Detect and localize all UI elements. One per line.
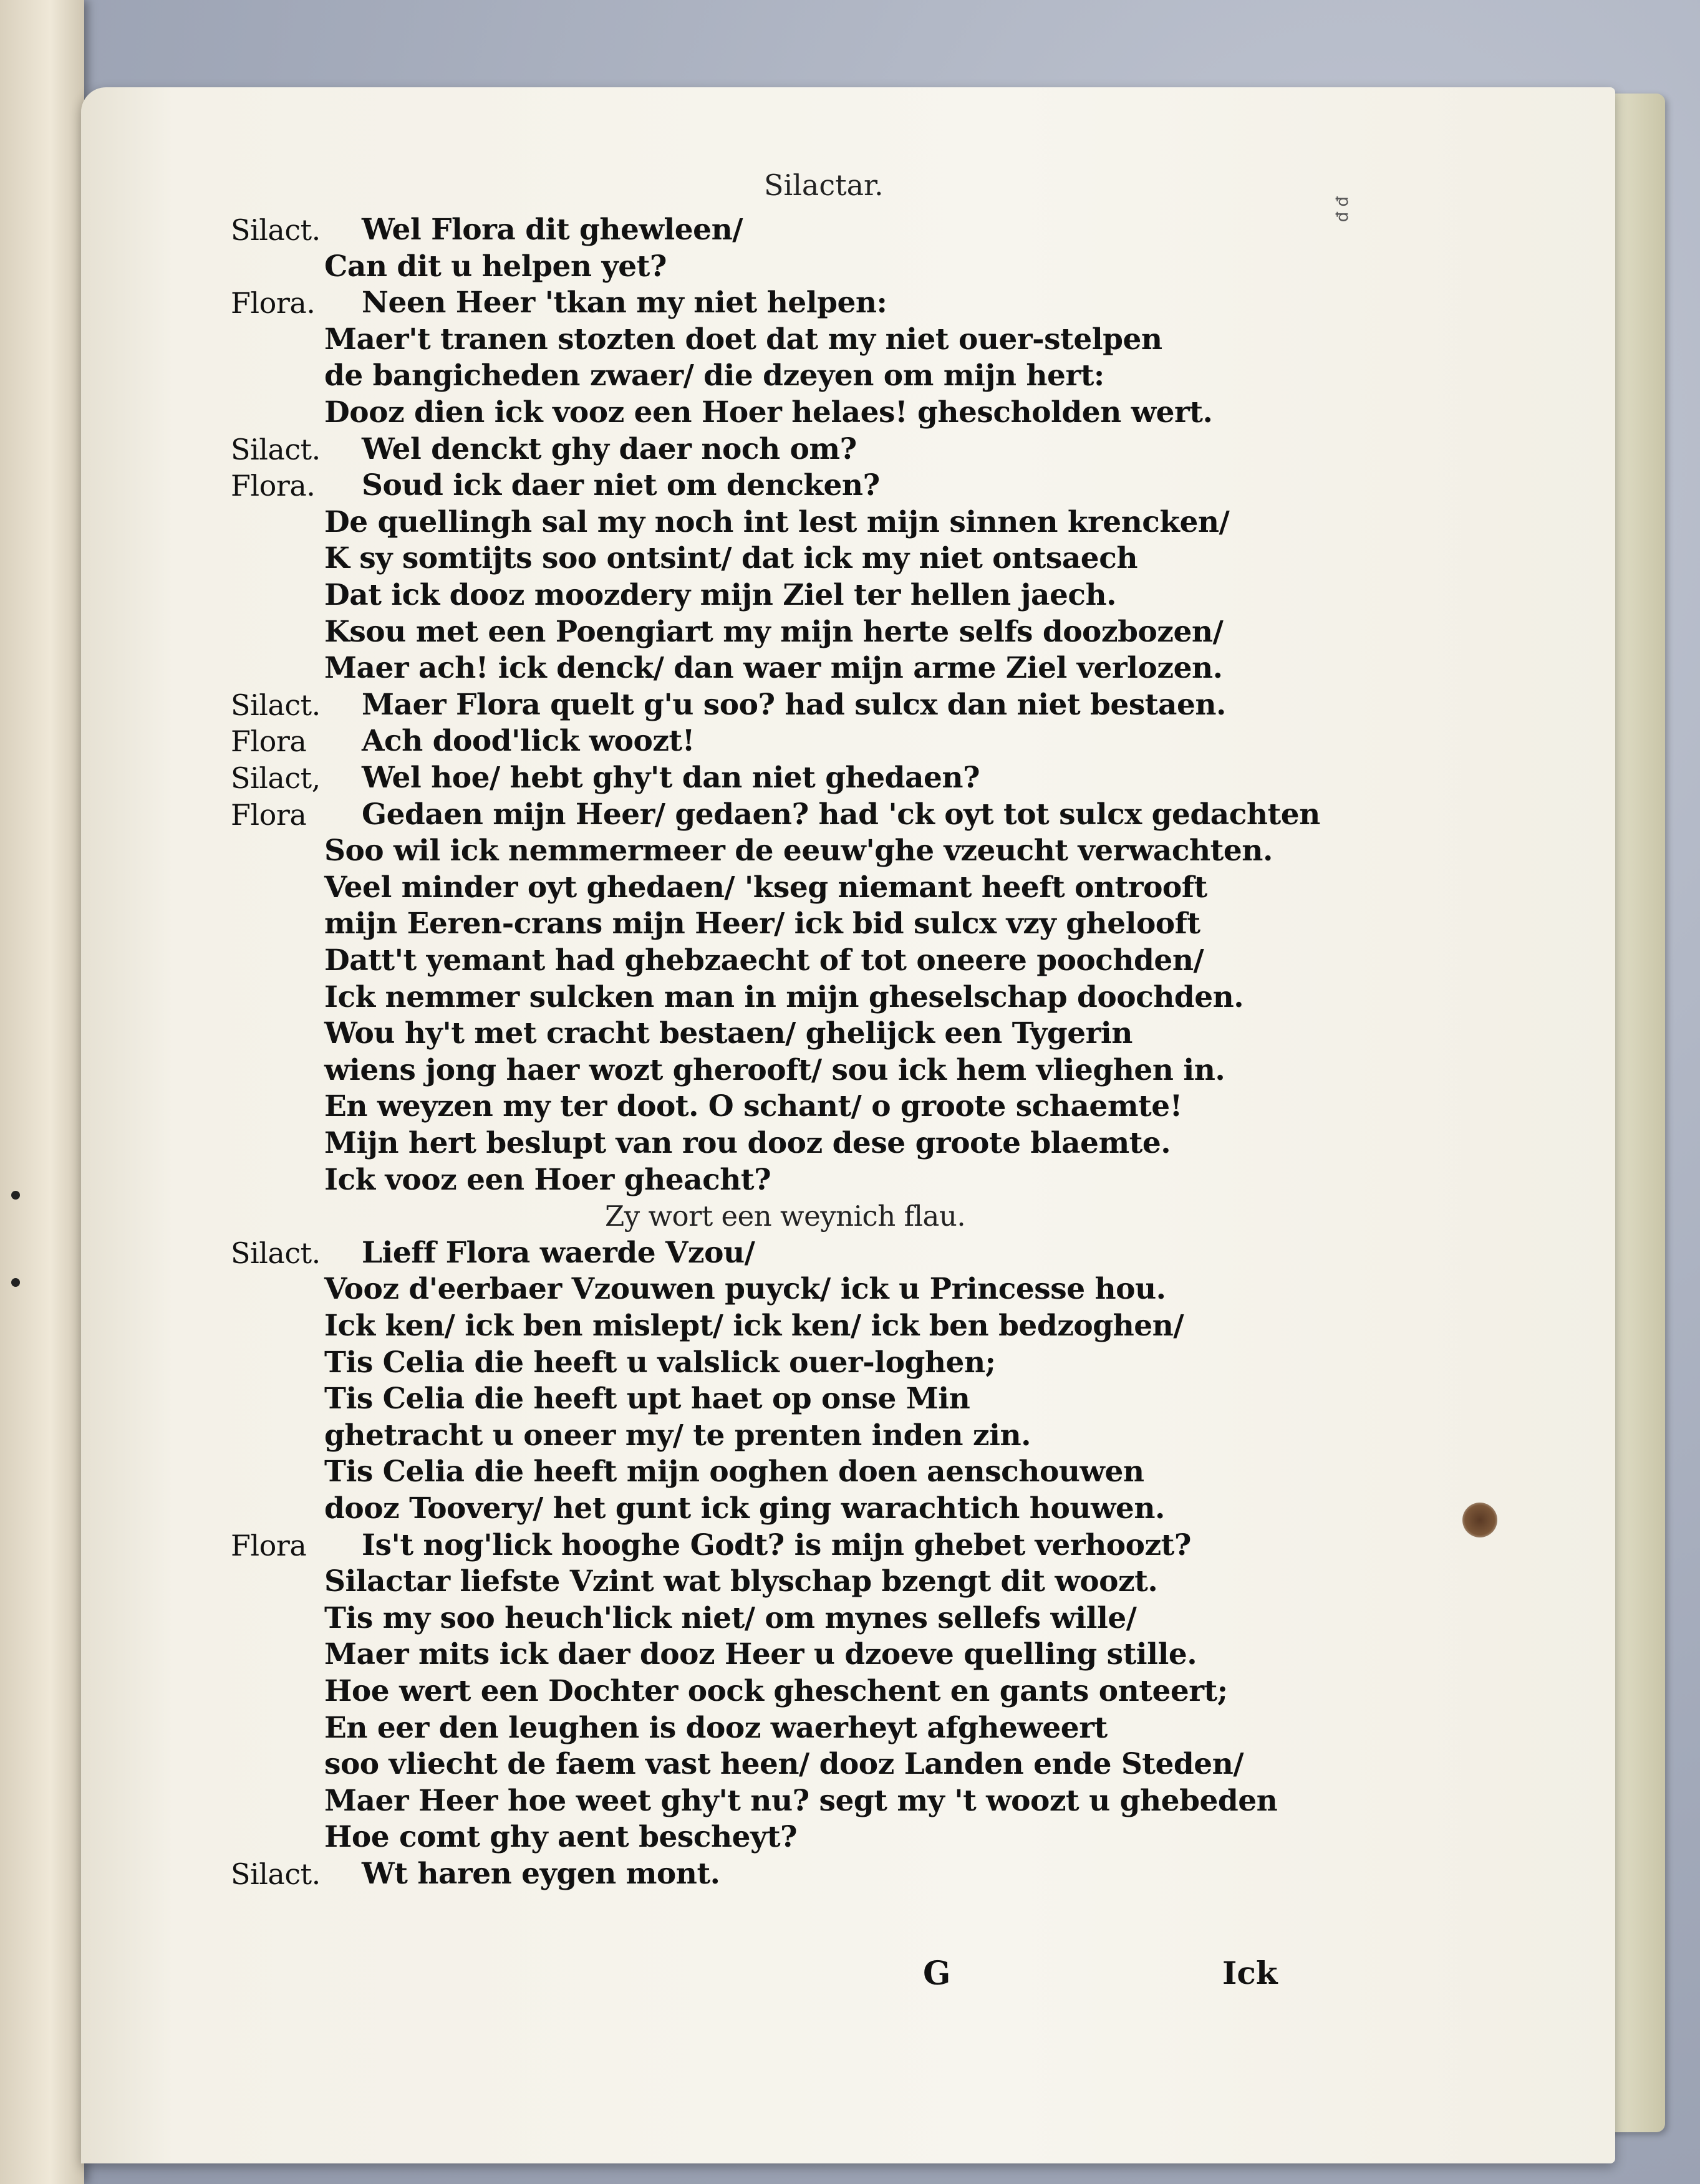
verse-line xyxy=(0,979,1372,1017)
verse-text: soo vliecht de faem vast heen/ dooz Landen ende Steden/ xyxy=(324,1747,1244,1782)
verse-text: Soud ick daer niet om dencken? xyxy=(362,468,880,503)
verse-line xyxy=(0,1308,1372,1345)
verse-line xyxy=(0,797,1372,834)
verse-line xyxy=(0,1052,1372,1090)
verse-line xyxy=(0,1162,1372,1200)
verse-text: Wt haren eygen mont. xyxy=(362,1857,720,1891)
verse-line xyxy=(0,1527,1372,1565)
verse-line xyxy=(0,249,1372,286)
verse-text: Veel minder oyt ghedaen/ 'kseg niemant heeft ontrooft xyxy=(324,870,1207,905)
verse-text: Tis my soo heuch'lick niet/ om mynes sellefs wille/ xyxy=(324,1600,1137,1635)
verse-text: Maer ach! ick denck/ dan waer mijn arme Ziel verlozen. xyxy=(324,651,1223,686)
speaker-name: Silact. xyxy=(231,1857,321,1891)
verse-text: Silactar liefste Vzint wat blyschap bzengt dit woozt. xyxy=(324,1564,1158,1599)
verse-text: Maer Heer hoe weet ghy't nu? segt my 't woozt u ghebeden xyxy=(324,1783,1278,1818)
verse-text: K sy somtijts soo ontsint/ dat ick my niet ontsaech xyxy=(324,541,1137,576)
speaker-name: Flora. xyxy=(231,286,316,320)
verse-text: Soo wil ick nemmermeer de eeuw'ghe vzeucht verwachten. xyxy=(324,834,1273,868)
verse-line xyxy=(0,1673,1372,1711)
verse-line xyxy=(0,1600,1372,1638)
verse-text: Wel Flora dit ghewleen/ xyxy=(362,213,743,247)
margin-mark: ꝑ ꝑ xyxy=(1335,196,1353,223)
verse-line xyxy=(0,1016,1372,1053)
verse-text: mijn Eeren-crans mijn Heer/ ick bid sulcx vzy ghelooft xyxy=(324,907,1200,941)
verse-line xyxy=(0,1454,1372,1491)
verse-line xyxy=(0,1235,1372,1272)
verse-text: Wel denckt ghy daer noch om? xyxy=(362,431,857,466)
verse-text: Is't nog'lick hooghe Godt? is mijn ghebet verhoozt? xyxy=(362,1527,1191,1562)
verse-text: Maer mits ick daer dooz Heer u dzoeve quelling stille. xyxy=(324,1637,1197,1672)
verse-line xyxy=(0,906,1372,943)
verse-text: Dooz dien ick vooz een Hoer helaes! ghescholden wert. xyxy=(324,395,1213,430)
verse-text: Mijn hert beslupt van rou dooz dese groote blaemte. xyxy=(324,1126,1171,1160)
verse-line xyxy=(0,541,1372,578)
speaker-name: Silact. xyxy=(231,213,321,247)
verse-line xyxy=(0,1637,1372,1674)
verse-text: Ick nemmer sulcken man in mijn gheselschap doochden. xyxy=(324,979,1244,1014)
page-stain xyxy=(1462,1503,1497,1537)
verse-text: De quellingh sal my noch int lest mijn sinnen krencken/ xyxy=(324,504,1230,539)
verse-line xyxy=(0,870,1372,907)
verse-text: wiens jong haer wozt gherooft/ sou ick hem vlieghen in. xyxy=(324,1052,1225,1087)
verse-text: Ick ken/ ick ben mislept/ ick ken/ ick ben bedzoghen/ xyxy=(324,1309,1184,1343)
verse-line xyxy=(0,723,1372,761)
verse-text: Tis Celia die heeft mijn ooghen doen aenschouwen xyxy=(324,1455,1144,1489)
speaker-name: Flora. xyxy=(231,469,316,503)
verse-text: Vooz d'eerbaer Vzouwen puyck/ ick u Princesse hou. xyxy=(324,1272,1166,1307)
verse-line xyxy=(0,504,1372,542)
speaker-name: Silact. xyxy=(231,688,321,722)
verse-text: Can dit u helpen yet? xyxy=(324,249,667,284)
verse-line xyxy=(0,395,1372,432)
verse-line xyxy=(0,943,1372,980)
speaker-name: Flora xyxy=(231,797,307,832)
catchword: Ick xyxy=(1222,1955,1278,1991)
running-head: Silactar. xyxy=(764,168,884,202)
verse-text: Dat ick dooz moozdery mijn Ziel ter hellen jaech. xyxy=(324,578,1116,612)
verse-line xyxy=(0,1125,1372,1163)
verse-line xyxy=(0,1783,1372,1821)
verse-text: dooz Toovery/ het gunt ick ging warachtich houwen. xyxy=(324,1491,1165,1526)
verse-text: Tis Celia die heeft u valslick ouer-loghen; xyxy=(324,1345,996,1380)
verse-line xyxy=(0,1856,1372,1893)
verse-line xyxy=(0,1271,1372,1309)
verse-line xyxy=(0,760,1372,797)
verse-text: Tis Celia die heeft upt haet op onse Min xyxy=(324,1382,970,1417)
verse-line xyxy=(0,577,1372,615)
verse-line xyxy=(0,1198,1372,1236)
verse-line xyxy=(0,1418,1372,1455)
verse-text: Gedaen mijn Heer/ gedaen? had 'ck oyt tot sulcx gedachten xyxy=(362,797,1320,832)
verse-line xyxy=(0,1345,1372,1382)
verse-text: ghetracht u oneer my/ te prenten inden zin. xyxy=(324,1418,1031,1453)
verse-text: Wou hy't met cracht bestaen/ ghelijck een Tygerin xyxy=(324,1016,1133,1051)
verse-text: de bangicheden zwaer/ die dzeyen om mijn hert: xyxy=(324,358,1104,393)
verse-text: Ksou met een Poengiart my mijn herte selfs doozbozen/ xyxy=(324,614,1224,649)
verse-line xyxy=(0,212,1372,249)
verse-line xyxy=(0,1710,1372,1748)
verse-line xyxy=(0,833,1372,870)
verse-text: Maer Flora quelt g'u soo? had sulcx dan niet bestaen. xyxy=(362,687,1226,722)
verse-line xyxy=(0,614,1372,652)
verse-text: En eer den leughen is dooz waerheyt afgheweert xyxy=(324,1710,1108,1745)
verse-text: Hoe comt ghy aent bescheyt? xyxy=(324,1820,798,1855)
verse-line xyxy=(0,1089,1372,1126)
verse-text: Datt't yemant had ghebzaecht of tot oneere poochden/ xyxy=(324,943,1204,978)
speaker-name: Silact, xyxy=(231,761,321,795)
verse-text: Ach dood'lick woozt! xyxy=(362,724,695,759)
speaker-name: Silact. xyxy=(231,432,321,466)
verse-text: Lieff Flora waerde Vzou/ xyxy=(362,1235,755,1270)
verse-line xyxy=(0,650,1372,688)
verse-line xyxy=(0,1381,1372,1418)
verse-line xyxy=(0,687,1372,724)
verse-text: Wel hoe/ hebt ghy't dan niet ghedaen? xyxy=(362,761,980,795)
verse-line xyxy=(0,468,1372,505)
verse-line xyxy=(0,1746,1372,1784)
verse-line xyxy=(0,1564,1372,1601)
verse-text: Maer't tranen stozten doet dat my niet ouer-stelpen xyxy=(324,322,1162,357)
stage-direction: Zy wort een weynich flau. xyxy=(605,1200,966,1233)
verse-line xyxy=(0,1491,1372,1528)
signature-mark: G xyxy=(923,1955,951,1993)
verse-text: Hoe wert een Dochter oock gheschent en gants onteert; xyxy=(324,1674,1228,1708)
verse-text: En weyzen my ter doot. O schant/ o groote schaemte! xyxy=(324,1089,1182,1124)
verse-line xyxy=(0,1819,1372,1857)
speaker-name: Flora xyxy=(231,1528,307,1562)
verse-line xyxy=(0,322,1372,359)
verse-text: Ick vooz een Hoer gheacht? xyxy=(324,1162,771,1197)
verse-text: Neen Heer 'tkan my niet helpen: xyxy=(362,286,887,320)
verse-line xyxy=(0,285,1372,322)
speaker-name: Silact. xyxy=(231,1236,321,1270)
verse-line xyxy=(0,358,1372,395)
speaker-name: Flora xyxy=(231,724,307,759)
verse-line xyxy=(0,431,1372,469)
